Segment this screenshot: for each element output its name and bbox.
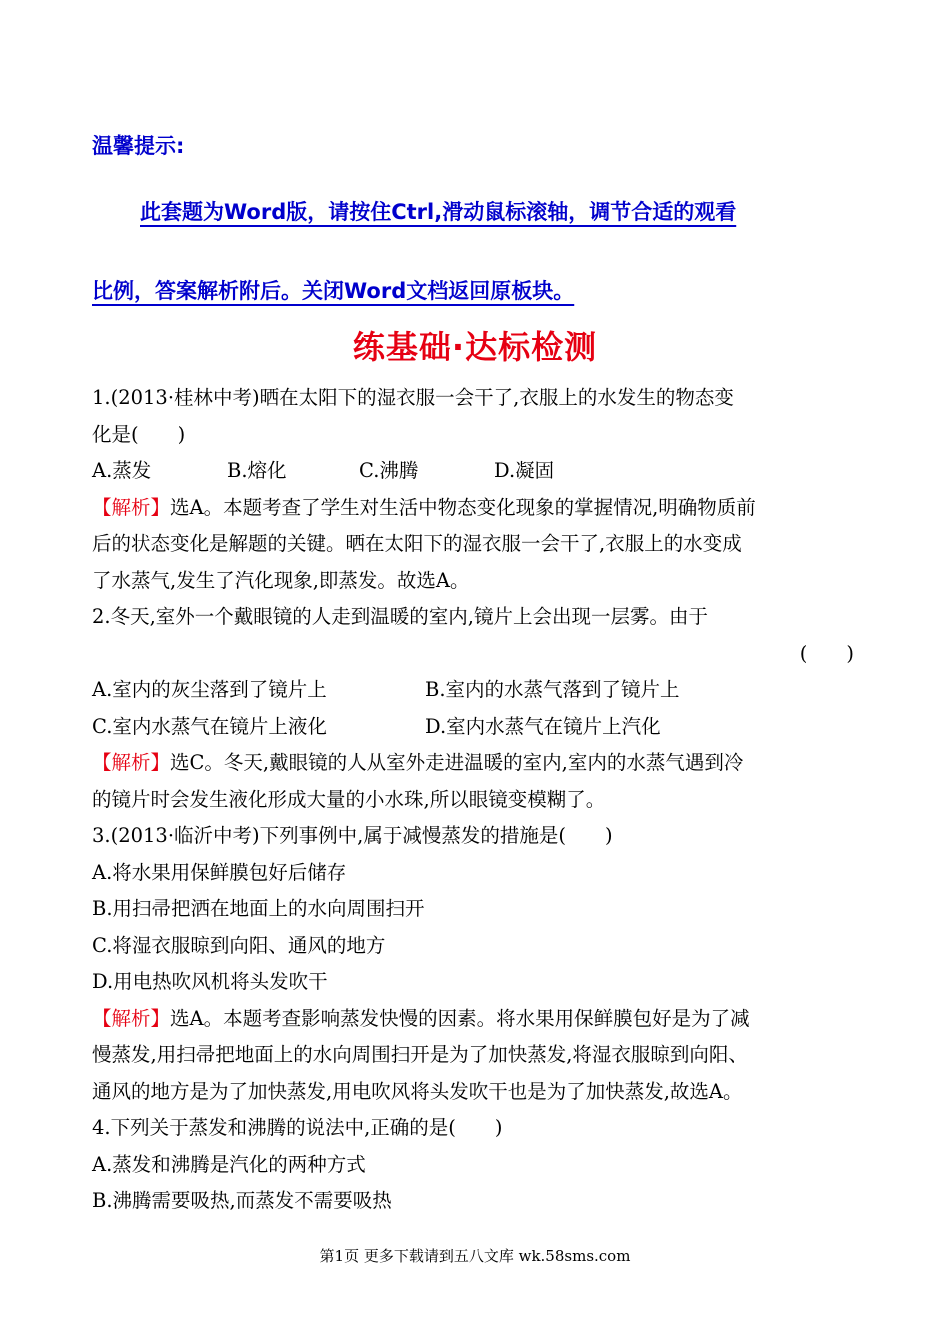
return-link[interactable] — [92, 192, 862, 312]
q2-answer-blank: ( ) — [799, 641, 854, 665]
q2-analysis-text-1: 选C。冬天,戴眼镜的人从室外走进温暖的室内,室内的水蒸气遇到冷 — [170, 751, 744, 774]
q1-analysis-line-3: 了水蒸气,发生了汽化现象,即蒸发。故选A。 — [92, 568, 470, 592]
q1-analysis-text-1: 选A。本题考查了学生对生活中物态变化现象的掌握情况,明确物质前 — [170, 495, 756, 519]
q1-option-c: C.沸腾 — [359, 459, 419, 482]
q3-option-a: A.将水果用保鲜膜包好后储存 — [92, 860, 347, 884]
q1-option-a: A.蒸发 — [92, 459, 152, 482]
q3-analysis-line-1 — [92, 1001, 862, 1038]
q1-stem-line-2: 化是( ) — [92, 422, 186, 446]
q1-analysis-label: 【解析】 — [92, 495, 171, 519]
q4-stem: 4.下列关于蒸发和沸腾的说法中,正确的是( ) — [92, 1116, 503, 1139]
tip-heading: 温馨提示: — [92, 134, 185, 158]
q1-options — [92, 453, 862, 490]
q2-option-a: A.室内的灰尘落到了镜片上 — [92, 678, 327, 701]
q2-option-b: B.室内的水蒸气落到了镜片上 — [425, 678, 680, 701]
q2-options-row-1 — [92, 672, 862, 709]
q3-analysis-text-1: 选A。本题考查影响蒸发快慢的因素。将水果用保鲜膜包好是为了减 — [170, 1006, 750, 1030]
q2-analysis-line-1 — [92, 745, 862, 782]
q4-option-a: A.蒸发和沸腾是汽化的两种方式 — [92, 1152, 366, 1176]
tip-line-2[interactable]: 比例，答案解析附后。关闭Word文档返回原板块。 — [92, 279, 575, 303]
q2-option-d: D.室内水蒸气在镜片上汽化 — [425, 714, 661, 738]
q3-stem: 3.(2013·临沂中考)下列事例中,属于减慢蒸发的措施是( ) — [92, 824, 613, 847]
page-footer: 第1页 更多下载请到五八文库 wk.58sms.com — [319, 1247, 631, 1265]
q2-analysis-label: 【解析】 — [92, 751, 171, 774]
q4-option-b: B.沸腾需要吸热,而蒸发不需要吸热 — [92, 1189, 392, 1212]
q1-option-b: B.熔化 — [227, 459, 287, 482]
section-title: 练基础·达标检测 — [352, 328, 598, 366]
q1-stem-line-1: 1.(2013·桂林中考)晒在太阳下的湿衣服一会干了,衣服上的水发生的物态变 — [92, 386, 734, 409]
q1-analysis-line-2: 后的状态变化是解题的关键。晒在太阳下的湿衣服一会干了,衣服上的水变成 — [92, 532, 742, 555]
tip-line-1[interactable]: 此套题为Word版，请按住Ctrl,滑动鼠标滚轴，调节合适的观看 — [140, 200, 737, 224]
q3-option-d: D.用电热吹风机将头发吹干 — [92, 970, 328, 993]
document-body — [92, 380, 862, 1220]
q3-analysis-label: 【解析】 — [92, 1006, 171, 1030]
q3-analysis-line-3: 通风的地方是为了加快蒸发,用电吹风将头发吹干也是为了加快蒸发,故选A。 — [92, 1079, 743, 1103]
q2-analysis-line-2: 的镜片时会发生液化形成大量的小水珠,所以眼镜变模糊了。 — [92, 787, 606, 811]
q2-option-c: C.室内水蒸气在镜片上液化 — [92, 714, 327, 738]
q3-analysis-line-2: 慢蒸发,用扫帚把地面上的水向周围扫开是为了加快蒸发,将湿衣服晾到向阳、 — [92, 1043, 748, 1066]
q3-option-b: B.用扫帚把洒在地面上的水向周围扫开 — [92, 897, 425, 920]
q3-option-c: C.将湿衣服晾到向阳、通风的地方 — [92, 933, 386, 957]
q1-analysis-line-1 — [92, 490, 862, 527]
q1-option-d: D.凝固 — [494, 459, 555, 482]
q2-options-row-2 — [92, 709, 862, 746]
q2-stem-line-1: 2.冬天,室外一个戴眼镜的人走到温暖的室内,镜片上会出现一层雾。由于 — [92, 605, 709, 628]
